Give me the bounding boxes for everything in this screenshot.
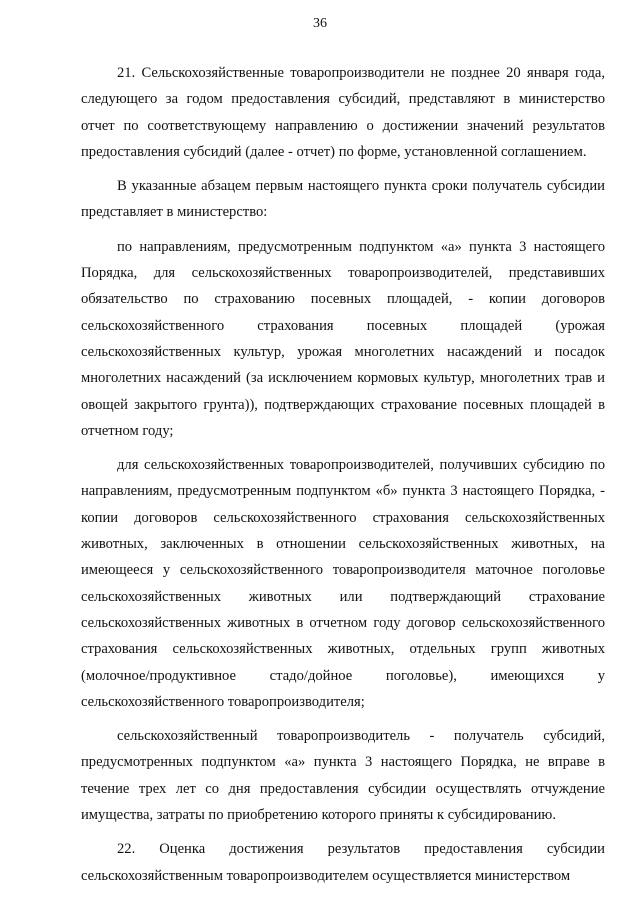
paragraph-21-report-deadline: 21. Сельскохозяйственные товаропроизводители не позднее 20 января года, следующего за годом предоставления субсидий, представляют в министерство отчет по соответствующему направлению о достижении значений результатов предоставления субсидий (далее - отчет) по форме, установленной соглашением. <box>81 65 605 160</box>
page-number: 36 <box>313 16 327 31</box>
paragraph-animal-insurance: для сельскохозяйственных товаропроизводителей, получивших субсидию по направлениям, предусмотренным подпунктом «б» пункта 3 настоящего Порядка, - копии договоров сельскохозяйственного страхования сельскохозяйственных животных, заключенных в отношении сельскохозяйственных животных, на имеющееся у сельскохозяйственного товаропроизводителя маточное поголовье сельскохозяйственных животных или подтверждающий страхование сельскохозяйственных животных в отчетном году договор сельскохозяйственного страхования сельскохозяйственных животных, отдельных групп животных (молочное/продуктивное стадо/дойное поголовье), имеющихся у сельскохозяйственного товаропроизводителя; <box>81 457 605 710</box>
paragraph-crop-insurance: по направлениям, предусмотренным подпунктом «а» пункта 3 настоящего Порядка, для сельскохозяйственных товаропроизводителей, представивших обязательство по страхованию посевных площадей, - копии договоров сельскохозяйственного страхования посевных площадей (урожая сельскохозяйственных культур, урожая многолетних насаждений и посадок многолетних насаждений (за исключением кормовых культур, многолетних трав и овощей закрытого грунта)), подтверждающих страхование посевных площадей в отчетном году; <box>81 238 605 439</box>
paragraph-alienation-restriction: сельскохозяйственный товаропроизводитель - получатель субсидий, предусмотренных подпунктом «а» пункта 3 настоящего Порядка, не вправе в течение трех лет со дня предоставления субсидии осуществлять отчуждение имущества, затраты по приобретению которого приняты к субсидированию. <box>81 728 605 824</box>
paragraph-submission-intro: В указанные абзацем первым настоящего пункта сроки получатель субсидии представляет в министерство: <box>81 178 605 221</box>
document-body <box>81 60 605 889</box>
paragraph-22-assessment: 22. Оценка достижения результатов предоставления субсидии сельскохозяйственным товаропроизводителем осуществляется министерством <box>81 841 605 884</box>
